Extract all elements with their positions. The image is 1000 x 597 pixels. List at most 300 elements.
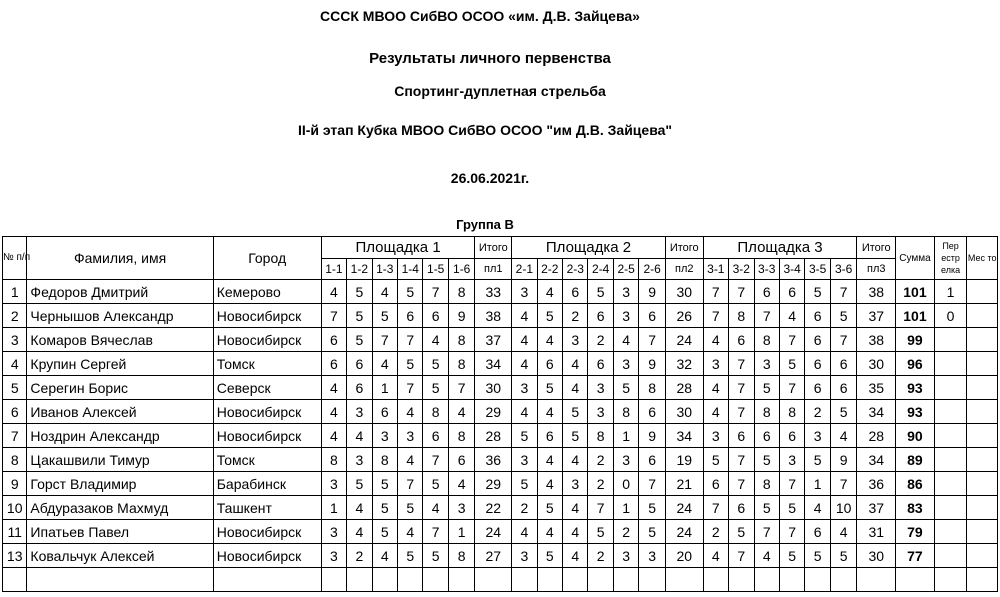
area1-score: 4 <box>321 376 346 400</box>
empty-cell <box>3 568 27 592</box>
athlete-city: Новосибирск <box>213 304 321 328</box>
area2-score: 6 <box>588 352 613 376</box>
empty-cell <box>779 568 804 592</box>
area2-score: 5 <box>537 304 562 328</box>
area1-score: 5 <box>423 376 448 400</box>
empty-cell <box>639 568 666 592</box>
sub-1-5: 1-5 <box>423 259 448 280</box>
athlete-name: Серегин Борис <box>27 376 213 400</box>
area3-score: 8 <box>729 304 754 328</box>
area3-score: 7 <box>729 280 754 304</box>
empty-cell <box>588 568 613 592</box>
table-row <box>3 280 998 304</box>
sub-2-5: 2-5 <box>613 259 638 280</box>
area1-score: 3 <box>372 424 397 448</box>
area1-score: 3 <box>398 424 423 448</box>
empty-cell <box>805 568 830 592</box>
empty-cell <box>967 568 998 592</box>
area2-score: 9 <box>639 280 666 304</box>
area3-score: 5 <box>805 544 830 568</box>
area1-total: 27 <box>475 544 512 568</box>
empty-cell <box>475 568 512 592</box>
area2-score: 6 <box>639 400 666 424</box>
table-row <box>3 328 998 352</box>
area2-total: 24 <box>665 328 703 352</box>
col-total2-header: Итого <box>665 237 703 259</box>
area1-score: 6 <box>372 400 397 424</box>
area1-score: 8 <box>448 328 475 352</box>
area2-score: 3 <box>588 376 613 400</box>
area2-score: 5 <box>512 424 537 448</box>
area1-total: 34 <box>475 352 512 376</box>
place <box>967 448 998 472</box>
area1-score: 7 <box>398 472 423 496</box>
sub-3-6: 3-6 <box>830 259 857 280</box>
area1-total: 22 <box>475 496 512 520</box>
table-row <box>3 400 998 424</box>
area1-score: 5 <box>347 304 372 328</box>
area1-score: 5 <box>398 280 423 304</box>
area2-score: 5 <box>537 376 562 400</box>
empty-cell <box>321 568 346 592</box>
area3-score: 8 <box>754 472 779 496</box>
area1-score: 5 <box>347 472 372 496</box>
area3-score: 7 <box>779 328 804 352</box>
area3-score: 6 <box>805 304 830 328</box>
sub-1-4: 1-4 <box>398 259 423 280</box>
area1-score: 7 <box>398 376 423 400</box>
area2-score: 3 <box>512 280 537 304</box>
empty-cell <box>665 568 703 592</box>
col-name-header: Фамилия, имя <box>27 237 213 280</box>
sub-3-2: 3-2 <box>729 259 754 280</box>
row-number: 2 <box>3 304 27 328</box>
area1-score: 3 <box>347 448 372 472</box>
area1-score: 5 <box>423 352 448 376</box>
place <box>967 280 998 304</box>
total-sum: 93 <box>896 400 935 424</box>
area3-score: 4 <box>830 520 857 544</box>
total-sum: 93 <box>896 376 935 400</box>
area2-score: 6 <box>537 424 562 448</box>
empty-cell <box>448 568 475 592</box>
area3-total: 34 <box>857 400 896 424</box>
sub-1-6: 1-6 <box>448 259 475 280</box>
total-sum: 90 <box>896 424 935 448</box>
area2-score: 4 <box>563 520 588 544</box>
area2-total: 30 <box>665 280 703 304</box>
shootoff-result: 0 <box>934 304 967 328</box>
athlete-city: Новосибирск <box>213 400 321 424</box>
area3-score: 9 <box>830 448 857 472</box>
athlete-city: Томск <box>213 448 321 472</box>
area1-score: 3 <box>321 544 346 568</box>
area1-score: 4 <box>398 448 423 472</box>
area2-score: 3 <box>613 304 638 328</box>
place <box>967 328 998 352</box>
athlete-name: Ноздрин Александр <box>27 424 213 448</box>
shootoff-result <box>934 544 967 568</box>
col-area2-header: Площадка 2 <box>512 237 666 259</box>
shootoff-result: 1 <box>934 280 967 304</box>
area3-score: 4 <box>703 376 728 400</box>
empty-cell <box>512 568 537 592</box>
total-sum: 83 <box>896 496 935 520</box>
area2-score: 4 <box>563 496 588 520</box>
area1-score: 3 <box>321 472 346 496</box>
area2-score: 3 <box>512 544 537 568</box>
area3-total: 36 <box>857 472 896 496</box>
area2-score: 4 <box>512 328 537 352</box>
area1-score: 6 <box>321 352 346 376</box>
athlete-name: Иванов Алексей <box>27 400 213 424</box>
area2-score: 7 <box>588 496 613 520</box>
empty-cell <box>613 568 638 592</box>
athlete-city: Новосибирск <box>213 424 321 448</box>
area2-score: 4 <box>537 280 562 304</box>
col-total2-sub: пл2 <box>665 259 703 280</box>
area3-score: 4 <box>805 496 830 520</box>
area1-score: 6 <box>347 352 372 376</box>
area2-score: 5 <box>563 424 588 448</box>
athlete-name: Федоров Дмитрий <box>27 280 213 304</box>
athlete-name: Ипатьев Павел <box>27 520 213 544</box>
area2-score: 5 <box>613 376 638 400</box>
area2-score: 2 <box>588 544 613 568</box>
total-sum: 101 <box>896 304 935 328</box>
total-sum: 96 <box>896 352 935 376</box>
area1-score: 4 <box>347 496 372 520</box>
sub-3-3: 3-3 <box>754 259 779 280</box>
athlete-city: Новосибирск <box>213 520 321 544</box>
area1-score: 4 <box>423 328 448 352</box>
area2-total: 34 <box>665 424 703 448</box>
col-total1-header: Итого <box>475 237 512 259</box>
area3-score: 8 <box>754 328 779 352</box>
area3-score: 6 <box>830 352 857 376</box>
athlete-name: Горст Владимир <box>27 472 213 496</box>
area2-score: 4 <box>613 328 638 352</box>
area1-score: 3 <box>347 400 372 424</box>
area1-score: 4 <box>372 544 397 568</box>
area1-score: 4 <box>398 400 423 424</box>
shootoff-result <box>934 376 967 400</box>
area3-score: 7 <box>729 544 754 568</box>
area2-total: 30 <box>665 400 703 424</box>
area3-score: 4 <box>754 544 779 568</box>
area3-score: 6 <box>779 424 804 448</box>
row-number: 5 <box>3 376 27 400</box>
area3-score: 6 <box>729 328 754 352</box>
area3-score: 6 <box>703 472 728 496</box>
area2-score: 5 <box>639 520 666 544</box>
area2-score: 4 <box>563 448 588 472</box>
area3-score: 6 <box>805 520 830 544</box>
area2-score: 4 <box>537 400 562 424</box>
area3-total: 34 <box>857 448 896 472</box>
place <box>967 520 998 544</box>
area2-score: 3 <box>563 472 588 496</box>
total-sum: 86 <box>896 472 935 496</box>
area1-score: 4 <box>372 280 397 304</box>
area2-score: 2 <box>512 496 537 520</box>
area3-score: 7 <box>830 328 857 352</box>
place <box>967 544 998 568</box>
area3-score: 7 <box>779 520 804 544</box>
area3-score: 5 <box>830 544 857 568</box>
area1-score: 4 <box>347 424 372 448</box>
area3-score: 7 <box>779 472 804 496</box>
area3-score: 3 <box>779 448 804 472</box>
area1-total: 24 <box>475 520 512 544</box>
athlete-name: Чернышов Александр <box>27 304 213 328</box>
area3-score: 4 <box>830 424 857 448</box>
row-number: 9 <box>3 472 27 496</box>
total-sum: 77 <box>896 544 935 568</box>
empty-cell <box>563 568 588 592</box>
area2-score: 2 <box>563 304 588 328</box>
total-sum: 79 <box>896 520 935 544</box>
area3-score: 7 <box>703 280 728 304</box>
area2-score: 3 <box>512 448 537 472</box>
area3-score: 4 <box>779 304 804 328</box>
area2-score: 6 <box>537 352 562 376</box>
area2-score: 4 <box>563 352 588 376</box>
area1-score: 6 <box>423 424 448 448</box>
area3-score: 7 <box>830 472 857 496</box>
area3-score: 5 <box>805 448 830 472</box>
total-sum: 101 <box>896 280 935 304</box>
area3-score: 4 <box>703 544 728 568</box>
shootoff-result <box>934 400 967 424</box>
area3-total: 30 <box>857 352 896 376</box>
area2-score: 5 <box>563 400 588 424</box>
empty-cell <box>857 568 896 592</box>
area3-score: 7 <box>703 496 728 520</box>
area2-score: 6 <box>588 304 613 328</box>
sub-3-1: 3-1 <box>703 259 728 280</box>
area3-total: 30 <box>857 544 896 568</box>
athlete-city: Кемерово <box>213 280 321 304</box>
area3-score: 5 <box>830 400 857 424</box>
area2-score: 3 <box>613 280 638 304</box>
area2-score: 4 <box>512 304 537 328</box>
area3-score: 2 <box>805 400 830 424</box>
area1-score: 5 <box>372 496 397 520</box>
table-row <box>3 496 998 520</box>
area2-score: 4 <box>537 448 562 472</box>
area3-score: 6 <box>805 352 830 376</box>
shootoff-result <box>934 352 967 376</box>
area2-score: 5 <box>639 496 666 520</box>
col-sum-header: Сумма <box>896 237 935 280</box>
area2-total: 24 <box>665 520 703 544</box>
area1-score: 7 <box>423 520 448 544</box>
area1-score: 6 <box>321 328 346 352</box>
athlete-name: Ковальчук Алексей <box>27 544 213 568</box>
area2-score: 1 <box>613 496 638 520</box>
place <box>967 472 998 496</box>
area3-score: 8 <box>754 400 779 424</box>
table-row <box>3 448 998 472</box>
sub-2-4: 2-4 <box>588 259 613 280</box>
discipline-title: Спортинг-дуплетная стрельба <box>394 83 606 99</box>
table-row <box>3 424 998 448</box>
area3-score: 7 <box>729 472 754 496</box>
row-number: 13 <box>3 544 27 568</box>
shootoff-result <box>934 472 967 496</box>
area3-total: 38 <box>857 328 896 352</box>
area3-score: 6 <box>754 280 779 304</box>
area3-score: 7 <box>729 352 754 376</box>
area1-score: 6 <box>347 376 372 400</box>
area2-total: 32 <box>665 352 703 376</box>
area3-score: 6 <box>729 496 754 520</box>
area1-score: 5 <box>372 304 397 328</box>
col-total3-header: Итого <box>857 237 896 259</box>
area2-score: 4 <box>512 520 537 544</box>
area3-score: 5 <box>754 496 779 520</box>
area2-score: 7 <box>639 472 666 496</box>
area1-score: 5 <box>423 472 448 496</box>
area1-total: 29 <box>475 400 512 424</box>
area2-score: 8 <box>639 376 666 400</box>
area1-score: 7 <box>321 304 346 328</box>
area2-score: 5 <box>512 472 537 496</box>
shootoff-result <box>934 520 967 544</box>
area3-total: 28 <box>857 424 896 448</box>
area3-total: 38 <box>857 280 896 304</box>
area2-total: 19 <box>665 448 703 472</box>
area1-score: 6 <box>423 304 448 328</box>
row-number: 1 <box>3 280 27 304</box>
area3-score: 6 <box>805 376 830 400</box>
area3-score: 7 <box>729 376 754 400</box>
area1-score: 8 <box>448 424 475 448</box>
athlete-name: Абдуразаков Махмуд <box>27 496 213 520</box>
athlete-city: Новосибирск <box>213 544 321 568</box>
place <box>967 304 998 328</box>
area3-score: 5 <box>754 376 779 400</box>
stage-title: II-й этап Кубка МВОО СибВО ОСОО "им Д.В. Зайцева" <box>297 122 673 138</box>
area2-score: 4 <box>537 472 562 496</box>
place <box>967 376 998 400</box>
area1-score: 1 <box>321 496 346 520</box>
row-number: 6 <box>3 400 27 424</box>
area2-score: 9 <box>639 352 666 376</box>
area1-score: 4 <box>398 520 423 544</box>
row-number: 3 <box>3 328 27 352</box>
table-row <box>3 472 998 496</box>
area3-score: 5 <box>779 544 804 568</box>
area3-score: 7 <box>779 376 804 400</box>
area1-score: 4 <box>423 496 448 520</box>
area3-total: 35 <box>857 376 896 400</box>
area2-score: 9 <box>639 424 666 448</box>
area2-score: 4 <box>512 352 537 376</box>
area2-score: 4 <box>537 328 562 352</box>
col-area3-header: Площадка 3 <box>703 237 857 259</box>
place <box>967 352 998 376</box>
area3-score: 4 <box>703 328 728 352</box>
area1-score: 5 <box>423 544 448 568</box>
area1-score: 4 <box>321 280 346 304</box>
total-sum: 89 <box>896 448 935 472</box>
empty-cell <box>537 568 562 592</box>
area3-score: 3 <box>703 352 728 376</box>
area2-score: 5 <box>537 544 562 568</box>
area3-score: 7 <box>729 448 754 472</box>
area2-score: 1 <box>613 424 638 448</box>
athlete-city: Северск <box>213 376 321 400</box>
area1-score: 7 <box>423 280 448 304</box>
empty-cell <box>347 568 372 592</box>
row-number: 10 <box>3 496 27 520</box>
area2-score: 6 <box>639 448 666 472</box>
empty-row <box>3 568 998 592</box>
area2-score: 8 <box>588 424 613 448</box>
area1-score: 4 <box>448 400 475 424</box>
area2-score: 4 <box>563 544 588 568</box>
area1-total: 33 <box>475 280 512 304</box>
empty-cell <box>729 568 754 592</box>
row-number: 11 <box>3 520 27 544</box>
area3-score: 1 <box>805 472 830 496</box>
area1-score: 7 <box>398 328 423 352</box>
area3-score: 8 <box>779 400 804 424</box>
col-total3-sub: пл3 <box>857 259 896 280</box>
area2-score: 0 <box>613 472 638 496</box>
row-number: 8 <box>3 448 27 472</box>
athlete-city: Томск <box>213 352 321 376</box>
sub-2-6: 2-6 <box>639 259 666 280</box>
col-place-header: Мес то <box>967 237 998 280</box>
athlete-city: Ташкент <box>213 496 321 520</box>
area1-score: 4 <box>321 400 346 424</box>
empty-cell <box>896 568 935 592</box>
area2-score: 6 <box>563 280 588 304</box>
athlete-name: Крупин Сергей <box>27 352 213 376</box>
area2-score: 5 <box>588 280 613 304</box>
header-row <box>3 237 998 259</box>
col-shootoff-header: Пер естр елка <box>934 237 967 280</box>
area2-score: 2 <box>613 520 638 544</box>
table-row <box>3 352 998 376</box>
area1-score: 8 <box>448 280 475 304</box>
area3-score: 3 <box>703 424 728 448</box>
area1-total: 29 <box>475 472 512 496</box>
area2-score: 3 <box>563 328 588 352</box>
area2-score: 2 <box>588 448 613 472</box>
area1-score: 1 <box>448 520 475 544</box>
area3-score: 6 <box>830 376 857 400</box>
place <box>967 496 998 520</box>
area3-score: 3 <box>805 424 830 448</box>
area3-score: 5 <box>729 520 754 544</box>
area2-score: 6 <box>639 304 666 328</box>
area3-score: 4 <box>703 400 728 424</box>
athlete-name: Цакашвили Тимур <box>27 448 213 472</box>
place <box>967 424 998 448</box>
sub-3-5: 3-5 <box>805 259 830 280</box>
area1-total: 30 <box>475 376 512 400</box>
area3-total: 37 <box>857 496 896 520</box>
area3-score: 7 <box>703 304 728 328</box>
row-number: 7 <box>3 424 27 448</box>
area2-total: 20 <box>665 544 703 568</box>
total-sum: 99 <box>896 328 935 352</box>
area2-total: 26 <box>665 304 703 328</box>
